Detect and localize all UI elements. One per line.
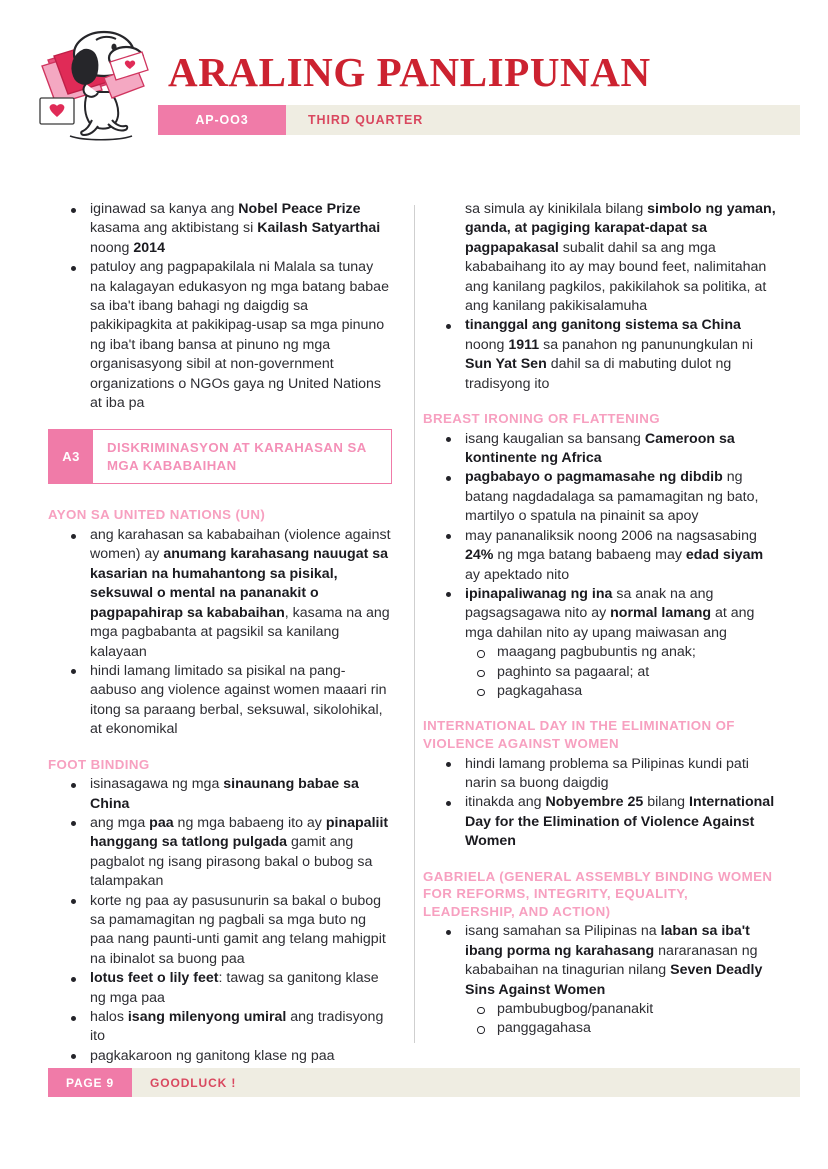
snoopy-with-valentine-letters-icon [26, 22, 158, 142]
list-item: pagbabayo o pagmamasahe ng dibdib ng batang nagdadalaga sa pamamagitan ng bato, martilyo o spatula na pinainit sa apoy [437, 468, 782, 526]
page-footer [48, 1068, 800, 1097]
breast-ironing-bullet-list [437, 430, 782, 643]
subheading-breast-ironing: BREAST IRONING OR FLATTENING [423, 411, 660, 427]
list-item: iginawad sa kanya ang Nobel Peace Prize kasama ang aktibistang si Kailash Satyarthai noong 2014 [62, 200, 392, 258]
gabriela-sub-list [437, 1000, 782, 1039]
international-day-bullet-list [437, 755, 782, 852]
list-item: halos isang milenyong umiral ang tradisyong ito [62, 1008, 392, 1047]
list-item: hindi lamang limitado sa pisikal na pang-aabuso ang violence against women maaari rin itong sa paraang berbal, seksuwal, sikolohikal, at ekonomikal [62, 662, 392, 740]
continuation-text: sa simula ay kinikilala bilang simbolo ng yaman, ganda, at pagiging karapat-dapat sa pagpapakasal subalit dahil sa ang mga kababaihang ito ay may bound feet, nalimitahan ang kanilang pagkilos, pakikilahok sa politika, at ang kanilang pakikisalamuha [465, 201, 776, 315]
list-item: korte ng paa ay pasusunurin sa bakal o bubog sa pamamagitan ng pagbali sa mga buto ng paa nang paunti-unti gamit ang telang mahigpit na ibinalot sa buong paa [62, 892, 392, 970]
section-header-a3 [48, 429, 392, 484]
list-item: itinakda ang Nobyembre 25 bilang International Day for the Elimination of Violence Against Women [437, 793, 782, 851]
quarter-label: THIRD QUARTER [308, 113, 424, 127]
section-title: DISKRIMINASYON AT KARAHASAN SA MGA KABABAIHAN [107, 440, 367, 473]
page-title: ARALING PANLIPUNAN [168, 49, 651, 95]
list-item: ipinapaliwanag ng ina sa anak na ang pagsagsagawa nito ay normal lamang at ang mga dahilan nito ay upang maiwasan ang [437, 585, 782, 643]
list-item: panggagahasa [469, 1019, 782, 1038]
page-header [0, 0, 828, 160]
list-item: ang mga paa ng mga babaeng ito ay pinapaliit hanggang sa tatlong pulgada gamit ang pagbalot ng isang pirasong bakal o bubog sa talampakan [62, 814, 392, 892]
list-item: lotus feet o lily feet: tawag sa ganitong klase ng mga paa [62, 969, 392, 1008]
column-divider [414, 205, 415, 1043]
subheading-un: AYON SA UNITED NATIONS (UN) [48, 507, 266, 523]
list-item: ang karahasan sa kababaihan (violence against women) ay anumang karahasang nauugat sa kasarian na humahantong sa pisikal, seksuwal o mental na pananakit o pagpapahirap sa kababaihan, kasama na ang mga pagbabanta at pagsikil sa kanilang kalayaan [62, 526, 392, 662]
un-bullet-list [62, 526, 392, 739]
list-item: paghinto sa pagaaral; at [469, 663, 782, 682]
subject-code-badge: AP-OO3 [158, 105, 286, 135]
list-item: isang samahan sa Pilipinas na laban sa iba't ibang porma ng karahasang nararanasan ng kababaihan na tinagurian nilang Seven Deadly Sins Against Women [437, 922, 782, 1000]
list-item: pagkakaroon ng ganitong klase ng paa [62, 1047, 392, 1066]
gabriela-bullet-list [437, 922, 782, 1000]
list-item: hindi lamang problema sa Pilipinas kundi pati narin sa buong daigdig [437, 755, 782, 794]
left-column [48, 200, 392, 1066]
header-bar [158, 105, 800, 135]
footer-message: GOODLUCK ! [150, 1075, 237, 1090]
list-item: maagang pagbubuntis ng anak; [469, 643, 782, 662]
list-item: pagkagahasa [469, 682, 782, 701]
list-item: patuloy ang pagpapakilala ni Malala sa tunay na kalagayan edukasyon ng mga batang babae sa iba't ibang bahagi ng daigdig sa pakikipagkita at pakikipag-usap sa mga pinuno ng iba't ibang bansa at pinuno ng mga organisasyong sibil at non-government organizations o NGOs gaya ng United Nations at iba pa [62, 258, 392, 413]
ina-sub-list [437, 643, 782, 701]
foot-binding-bullet-list [62, 775, 392, 1066]
subheading-foot-binding: FOOT BINDING [48, 756, 150, 772]
subheading-gabriela: GABRIELA (GENERAL ASSEMBLY BINDING WOMEN FOR REFORMS, INTEGRITY, EQUALITY, LEADERSHIP, AND ACTION) [423, 868, 773, 919]
continuation-list [437, 200, 782, 394]
list-item: pambubugbog/pananakit [469, 1000, 782, 1019]
list-item: may pananaliksik noong 2006 na nagsasabing 24% ng mga batang babaeng may edad siyam ay apektado nito [437, 527, 782, 585]
intro-bullet-list [62, 200, 392, 413]
section-tag: A3 [49, 430, 93, 483]
page-number-badge: PAGE 9 [48, 1068, 132, 1097]
list-item: tinanggal ang ganitong sistema sa China noong 1911 sa panahon ng panunungkulan ni Sun Yat Sen dahil sa di mabuting dulot ng tradisyong ito [437, 316, 782, 394]
list-item: isinasagawa ng mga sinaunang babae sa China [62, 775, 392, 814]
list-item: isang kaugalian sa bansang Cameroon sa kontinente ng Africa [437, 430, 782, 469]
subheading-international-day: INTERNATIONAL DAY IN THE ELIMINATION OF VIOLENCE AGAINST WOMEN [423, 718, 735, 751]
right-column [423, 200, 782, 1039]
